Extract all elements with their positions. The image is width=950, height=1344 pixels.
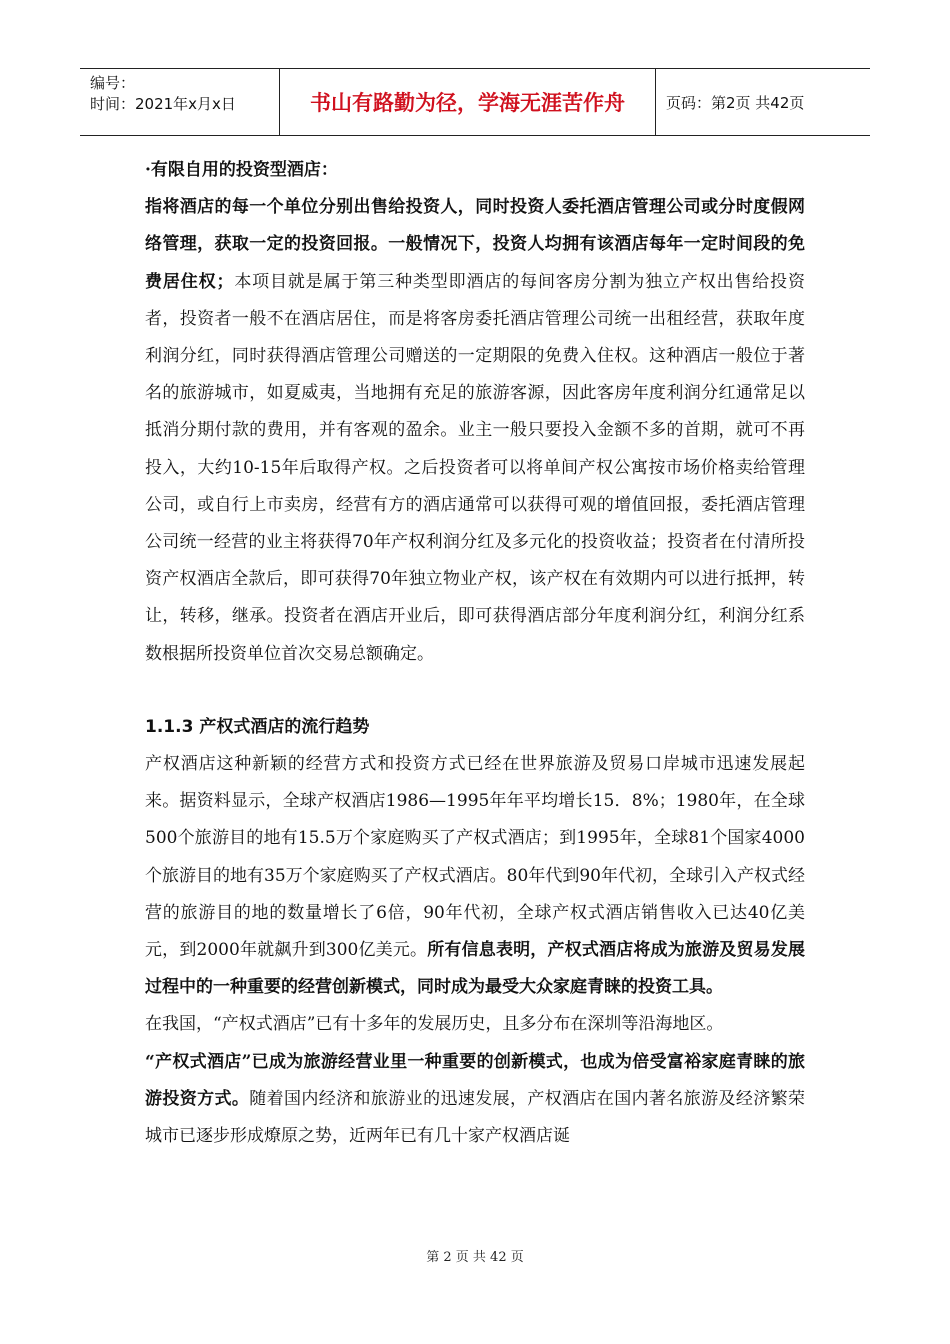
header-meta — [80, 69, 280, 135]
paragraph-1-text: 本项目就是属于第三种类型即酒店的每间客房分割为独立产权出售给投资者，投资者一般不在酒店居住，而是将客房委托酒店管理公司统一出租经营，获取年度利润分红，同时获得酒店管理公司赠送的一定期限的免费入住权。这种酒店一般位于著名的旅游城市，如夏威夷，当地拥有充足的旅游客源，因此客房年度利润分红通常足以抵消分期付款的费用，并有客观的盈余。业主一般只要投入金额不多的首期，就可不再投入，大约10-15年后取得产权。之后投资者可以将单间产权公寓按市场价格卖给管理公司，或自行上市卖房，经营有方的酒店通常可以获得可观的增值回报，委托酒店管理公司统一经营的业主将获得70年产权利润分红及多元化的投资收益；投资者在付清所投资产权酒店全款后，即可获得70年独立物业产权，该产权在有效期内可以进行抵押，转让，转移，继承。投资者在酒店开业后，即可获得酒店部分年度利润分红，利润分红系数根据所投资单位首次交易总额确定。 — [145, 271, 806, 664]
header-motto: 书山有路勤为径，学海无涯苦作舟 — [280, 69, 656, 135]
document-body — [145, 152, 805, 1155]
paragraph-4-bold: “产权式酒店”已成为旅游经营业里一种重要的创新模式，也成为倍受富裕家庭青睐的旅游投资方式。 — [145, 1051, 805, 1109]
page-header — [80, 68, 870, 136]
paragraph-1 — [145, 189, 805, 673]
section-heading: 1.1.3 产权式酒店的流行趋势 — [145, 716, 370, 737]
paragraph-2-bold: 所有信息表明，产权式酒店将成为旅游及贸易发展过程中的一种重要的经营创新模式，同时成为最受大众家庭青睐的投资工具。 — [145, 940, 806, 998]
paragraph-4-text: 随着国内经济和旅游业的迅速发展，产权酒店在国内著名旅游及经济繁荣城市已逐步形成燎原之势，近两年已有几十家产权酒店诞 — [145, 1088, 806, 1147]
document-time-label: 时间：2021年x月x日 — [90, 95, 236, 113]
paragraph-2-text: 产权酒店这种新颖的经营方式和投资方式已经在世界旅游及贸易口岸城市迅速发展起来。据资料显示，全球产权酒店1986—1995年年平均增长15．8%；1980年，在全球500个旅游目的地有15.5万个家庭购买了产权式酒店；到1995年，全球81个国家4000个旅游目的地有35万个家庭购买了产权式酒店。80年代到90年代初，全球引入产权式经营的旅游目的地的数量增长了6倍，90年代初，全球产权式酒店销售收入已达40亿美元，到2000年就飙升到300亿美元。 — [145, 754, 805, 961]
document-number-label: 编号： — [90, 74, 136, 92]
paragraph-2 — [145, 746, 805, 1006]
header-page-info: 页码：第2页 共42页 — [666, 93, 805, 112]
paragraph-4 — [145, 1044, 805, 1156]
section-title: ·有限自用的投资型酒店： — [145, 160, 338, 180]
paragraph-1-bold: 指将酒店的每一个单位分别出售给投资人，同时投资人委托酒店管理公司或分时度假网络管理，获取一定的投资回报。一般情况下，投资人均拥有该酒店每年一定时间段的免费居住权； — [145, 197, 805, 292]
page-footer: 第 2 页 共 42 页 — [426, 1250, 524, 1265]
paragraph-3: 在我国，“产权式酒店”已有十多年的发展历史，且多分布在深圳等沿海地区。 — [145, 1014, 724, 1035]
